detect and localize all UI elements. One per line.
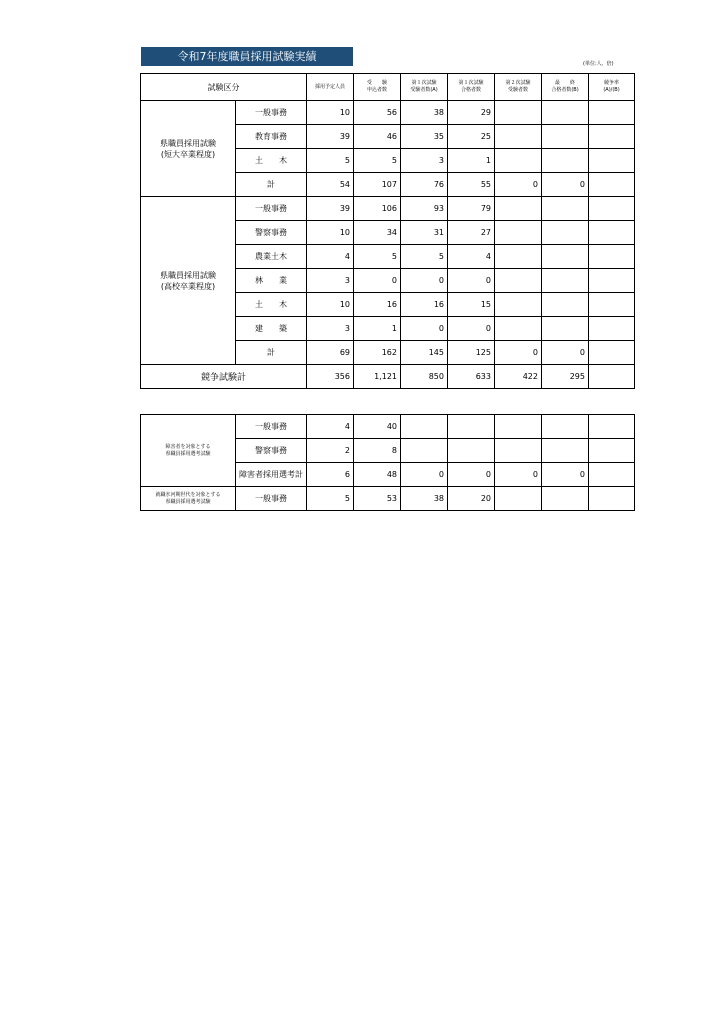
- row-label: 一般事務: [236, 415, 307, 439]
- cell-applicants: 8: [354, 439, 401, 463]
- header-category: 試験区分: [141, 74, 307, 101]
- cell-first-passers: 1: [448, 149, 495, 173]
- cell-final: [542, 293, 589, 317]
- cell-applicants: 56: [354, 101, 401, 125]
- cell-ratio: [589, 197, 635, 221]
- group1-label: 県職員採用試験 (短大卒業程度): [141, 101, 236, 197]
- cell-first-passers: 0: [448, 463, 495, 487]
- cell-ratio: [589, 463, 635, 487]
- cell-final: [542, 317, 589, 341]
- cell-second-takers: [495, 269, 542, 293]
- cell-planned: 54: [307, 173, 354, 197]
- row-label: 土 木: [236, 149, 307, 173]
- header-ratio: 競争率 (A)/(B): [589, 74, 635, 101]
- cell-first-passers: [448, 415, 495, 439]
- header-planned: 採用予定人員: [307, 74, 354, 101]
- row-label: 警察事務: [236, 221, 307, 245]
- cell-second-takers: [495, 101, 542, 125]
- row-label: 林 業: [236, 269, 307, 293]
- row-label: 一般事務: [236, 487, 307, 511]
- cell-first-takers: [401, 439, 448, 463]
- group3-body: [141, 415, 635, 487]
- cell-final: [542, 245, 589, 269]
- cell-ratio: [589, 173, 635, 197]
- cell-final: [542, 269, 589, 293]
- cell-planned: 2: [307, 439, 354, 463]
- results-table: [140, 73, 635, 389]
- cell-second-takers: [495, 245, 542, 269]
- cell-first-takers: 76: [401, 173, 448, 197]
- cell-second-takers: [495, 487, 542, 511]
- cell-applicants: 16: [354, 293, 401, 317]
- row-label: 警察事務: [236, 439, 307, 463]
- cell-applicants: 1: [354, 317, 401, 341]
- cell-final: [542, 415, 589, 439]
- group1-body: [141, 101, 635, 197]
- cell-final: 0: [542, 463, 589, 487]
- header-row: [141, 74, 635, 101]
- row-label: 教育事務: [236, 125, 307, 149]
- row-label: 一般事務: [236, 197, 307, 221]
- cell-first-takers: 93: [401, 197, 448, 221]
- group1-row: [141, 101, 635, 125]
- cell-applicants: 53: [354, 487, 401, 511]
- cell-first-takers: 0: [401, 317, 448, 341]
- cell-planned: 6: [307, 463, 354, 487]
- cell-ratio: [589, 317, 635, 341]
- cell-ratio: [589, 269, 635, 293]
- cell-final: [542, 125, 589, 149]
- cell-applicants: 40: [354, 415, 401, 439]
- cell-final: [542, 149, 589, 173]
- cell-ratio: [589, 245, 635, 269]
- selection-table: [140, 414, 635, 511]
- row-label: 一般事務: [236, 101, 307, 125]
- row-label: 建 築: [236, 317, 307, 341]
- cell-second-takers: 0: [495, 463, 542, 487]
- cell-applicants: 34: [354, 221, 401, 245]
- cell-applicants: 46: [354, 125, 401, 149]
- cell-first-passers: 15: [448, 293, 495, 317]
- cell-planned: 69: [307, 341, 354, 365]
- cell-first-passers: 0: [448, 317, 495, 341]
- header-final: 最 終 合格者数(B): [542, 74, 589, 101]
- cell-applicants: 5: [354, 245, 401, 269]
- cell-ratio: [589, 149, 635, 173]
- cell-second-takers: [495, 415, 542, 439]
- group3-label: 障害者を対象とする 県職員採用選考試験: [141, 415, 236, 487]
- cell-second-takers: [495, 125, 542, 149]
- cell-first-passers: 4: [448, 245, 495, 269]
- total-label: 競争試験計: [141, 365, 307, 389]
- cell-applicants: 48: [354, 463, 401, 487]
- header-first-passers: 第１次試験 合格者数: [448, 74, 495, 101]
- cell-planned: 3: [307, 317, 354, 341]
- row-label: 計: [236, 341, 307, 365]
- cell-ratio: [589, 439, 635, 463]
- cell-applicants: 5: [354, 149, 401, 173]
- total-ratio: [589, 365, 635, 389]
- cell-second-takers: [495, 317, 542, 341]
- cell-first-passers: 0: [448, 269, 495, 293]
- cell-first-takers: 5: [401, 245, 448, 269]
- cell-second-takers: [495, 149, 542, 173]
- group4-body: [141, 487, 635, 511]
- cell-first-passers: 20: [448, 487, 495, 511]
- cell-planned: 39: [307, 197, 354, 221]
- cell-first-takers: 145: [401, 341, 448, 365]
- cell-first-passers: 125: [448, 341, 495, 365]
- cell-first-passers: 29: [448, 101, 495, 125]
- cell-first-takers: 0: [401, 463, 448, 487]
- cell-planned: 4: [307, 415, 354, 439]
- header-applicants: 受 験 申込者数: [354, 74, 401, 101]
- cell-final: [542, 221, 589, 245]
- cell-planned: 39: [307, 125, 354, 149]
- cell-applicants: 106: [354, 197, 401, 221]
- cell-first-passers: 55: [448, 173, 495, 197]
- total-row: [141, 365, 635, 389]
- cell-applicants: 162: [354, 341, 401, 365]
- cell-ratio: [589, 487, 635, 511]
- cell-first-takers: 0: [401, 269, 448, 293]
- total-final: 295: [542, 365, 589, 389]
- cell-second-takers: [495, 221, 542, 245]
- cell-final: [542, 439, 589, 463]
- cell-first-passers: 79: [448, 197, 495, 221]
- group2-row: [141, 197, 635, 221]
- row-label: 農業土木: [236, 245, 307, 269]
- cell-planned: 5: [307, 149, 354, 173]
- cell-first-passers: [448, 439, 495, 463]
- cell-second-takers: 0: [495, 341, 542, 365]
- cell-ratio: [589, 415, 635, 439]
- cell-first-takers: 31: [401, 221, 448, 245]
- cell-ratio: [589, 101, 635, 125]
- cell-final: [542, 197, 589, 221]
- cell-first-passers: 27: [448, 221, 495, 245]
- cell-second-takers: [495, 293, 542, 317]
- unit-note: (単位:人、倍): [583, 61, 614, 67]
- group2-body: [141, 197, 635, 365]
- cell-planned: 5: [307, 487, 354, 511]
- cell-second-takers: [495, 439, 542, 463]
- page-title: 令和7年度職員採用試験実績: [141, 47, 353, 66]
- cell-ratio: [589, 341, 635, 365]
- cell-final: [542, 487, 589, 511]
- cell-final: [542, 101, 589, 125]
- cell-second-takers: [495, 197, 542, 221]
- total-first-takers: 850: [401, 365, 448, 389]
- cell-final: 0: [542, 173, 589, 197]
- cell-first-takers: 35: [401, 125, 448, 149]
- group4-label: 就職氷河期世代を対象とする 県職員採用選考試験: [141, 487, 236, 511]
- cell-planned: 10: [307, 221, 354, 245]
- cell-ratio: [589, 293, 635, 317]
- group3-row: [141, 415, 635, 439]
- cell-planned: 10: [307, 293, 354, 317]
- cell-planned: 3: [307, 269, 354, 293]
- total-applicants: 1,121: [354, 365, 401, 389]
- total-planned: 356: [307, 365, 354, 389]
- total-first-passers: 633: [448, 365, 495, 389]
- cell-first-takers: [401, 415, 448, 439]
- cell-first-takers: 38: [401, 101, 448, 125]
- cell-final: 0: [542, 341, 589, 365]
- group2-label: 県職員採用試験 (高校卒業程度): [141, 197, 236, 365]
- cell-first-passers: 25: [448, 125, 495, 149]
- cell-planned: 4: [307, 245, 354, 269]
- cell-first-takers: 16: [401, 293, 448, 317]
- cell-ratio: [589, 221, 635, 245]
- cell-second-takers: 0: [495, 173, 542, 197]
- group4-row: [141, 487, 635, 511]
- row-label: 土 木: [236, 293, 307, 317]
- cell-planned: 10: [307, 101, 354, 125]
- row-label: 計: [236, 173, 307, 197]
- total-second-takers: 422: [495, 365, 542, 389]
- header-second-takers: 第２次試験 受験者数: [495, 74, 542, 101]
- row-label: 障害者採用選考計: [236, 463, 307, 487]
- cell-applicants: 107: [354, 173, 401, 197]
- cell-first-takers: 3: [401, 149, 448, 173]
- cell-applicants: 0: [354, 269, 401, 293]
- header-first-takers: 第１次試験 受験者数(A): [401, 74, 448, 101]
- cell-ratio: [589, 125, 635, 149]
- cell-first-takers: 38: [401, 487, 448, 511]
